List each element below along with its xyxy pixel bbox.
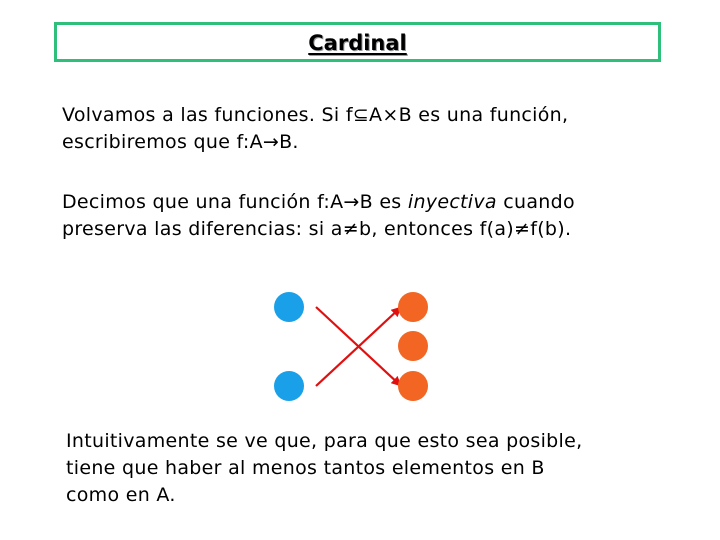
conclusion-box bbox=[54, 410, 660, 530]
paragraph-injective-line-1 bbox=[62, 189, 702, 216]
codomain-element-2 bbox=[398, 331, 428, 361]
paragraph-functions-line-2: escribiremos que f:A→B. bbox=[62, 131, 299, 153]
paragraph-injective bbox=[62, 189, 702, 243]
mapping-arrow-1 bbox=[316, 307, 400, 385]
injective-text-after: cuando bbox=[496, 191, 575, 213]
codomain-element-1 bbox=[398, 292, 428, 322]
conclusion-line-3: como en A. bbox=[66, 484, 176, 506]
domain-element-2 bbox=[274, 371, 304, 401]
conclusion-line-1: Intuitivamente se ve que, para que esto sea posible, bbox=[66, 430, 583, 452]
paragraph-functions-line-1: Volvamos a las funciones. Si f⊆A×B es una función, bbox=[62, 104, 569, 126]
conclusion-text bbox=[66, 428, 656, 509]
mapping-arrow-2 bbox=[316, 308, 400, 386]
paragraph-injective-line-2: preserva las diferencias: si a≠b, entonces f(a)≠f(b). bbox=[62, 218, 572, 240]
injective-text-before: Decimos que una función f:A→B es bbox=[62, 191, 408, 213]
paragraph-functions bbox=[62, 102, 702, 156]
conclusion-line-2: tiene que haber al menos tantos elementos en B bbox=[66, 457, 545, 479]
slide-title: Cardinal bbox=[308, 31, 407, 55]
codomain-element-3 bbox=[398, 371, 428, 401]
injective-term: inyectiva bbox=[407, 191, 497, 213]
domain-element-1 bbox=[274, 292, 304, 322]
title-box bbox=[54, 22, 661, 62]
